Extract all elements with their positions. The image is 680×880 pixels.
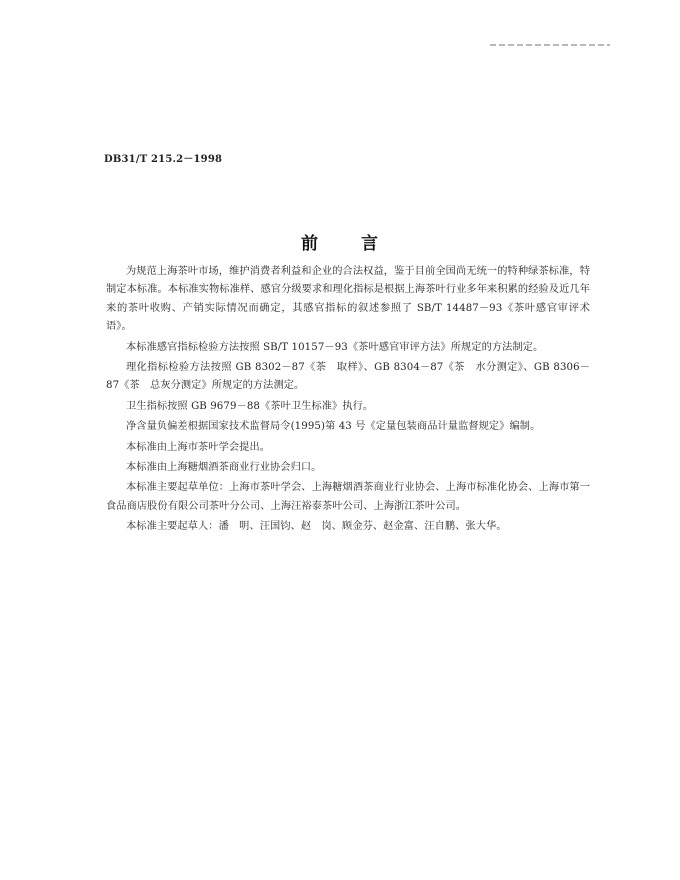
paragraph-drafting-units: 本标准主要起草单位：上海市茶叶学会、上海糖烟酒茶商业行业协会、上海市标准化协会、上海市第一食品商店股份有限公司茶叶分公司、上海汪裕泰茶叶公司、上海浙江茶叶公司。 (106, 482, 590, 512)
paragraph-proposed-by: 本标准由上海市茶叶学会提出。 (126, 441, 271, 453)
foreword-body (106, 263, 590, 539)
paragraph-centralized-by: 本标准由上海糖烟酒茶商业行业协会归口。 (126, 462, 322, 474)
paragraph-sensory-method: 本标准感官指标检验方法按照 SB/T 10157－93《茶叶感官审评方法》所规定的方法制定。 (126, 341, 544, 353)
paragraph-hygiene: 卫生指标按照 GB 9679－88《茶叶卫生标准》执行。 (126, 400, 374, 412)
foreword-heading (0, 229, 680, 254)
heading-char-2: 言 (361, 234, 379, 254)
scan-artifact-line (490, 44, 610, 46)
paragraph-purpose: 为规范上海茶叶市场，维护消费者利益和企业的合法权益，鉴于目前全国尚无统一的特种绿茶标准，特制定本标准。本标准实物标准样、感官分级要求和理化指标是根据上海茶叶行业多年来积累的经验及近几年来的茶叶收购、产销实际情况而确定，其感官指标的叙述参照了 SB/T 14487－93《茶叶感官审评术语》。 (106, 266, 590, 333)
paragraph-physchem-method: 理化指标检验方法按照 GB 8302－87《茶 取样》、GB 8304－87《茶 水分测定》、GB 8306－87《茶 总灰分测定》所规定的方法测定。 (106, 362, 590, 392)
heading-char-1: 前 (301, 234, 319, 254)
paragraph-net-content: 净含量负偏差根据国家技术监督局令(1995)第 43 号《定量包装商品计量监督规定》编制。 (126, 421, 541, 433)
paragraph-drafters: 本标准主要起草人：潘 明、汪国钧、赵 岗、顾金芬、赵金富、汪自鹏、张大华。 (126, 521, 507, 533)
document-code: DB31/T 215.2－1998 (104, 154, 223, 165)
